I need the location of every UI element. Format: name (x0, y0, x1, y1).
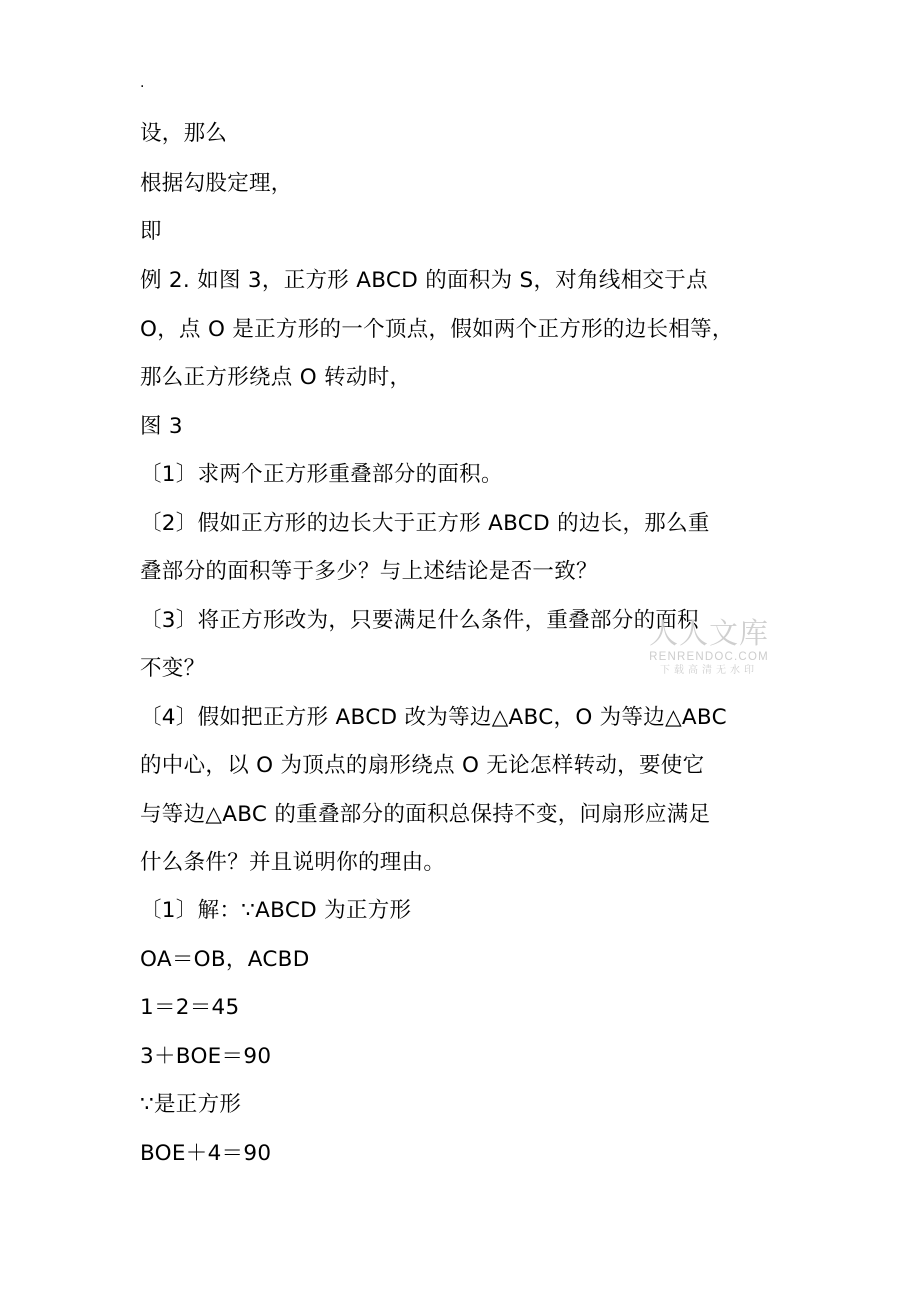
text-line: 与等边△ABC 的重叠部分的面积总保持不变，问扇形应满足 (140, 802, 711, 827)
equation-line: 1＝2＝45 (140, 995, 240, 1020)
equation-line: 3＋BOE＝90 (140, 1044, 272, 1069)
text-line: 设，那么 (140, 121, 228, 146)
text-line: 的中心，以 O 为顶点的扇形绕点 O 无论怎样转动，要使它 (140, 753, 705, 778)
example-heading-line: 例 2. 如图 3，正方形 ABCD 的面积为 S，对角线相交于点 (140, 268, 708, 293)
question-3: 〔3〕将正方形改为，只要满足什么条件，重叠部分的面积 (140, 608, 699, 633)
equation-line: BOE＋4＝90 (140, 1141, 272, 1166)
page-marker: . (140, 75, 145, 91)
question-1: 〔1〕求两个正方形重叠部分的面积。 (140, 462, 503, 487)
equation-line: OA＝OB，ACBD (140, 947, 310, 972)
watermark-domain: RENRENDOC.COM (649, 651, 769, 663)
question-2: 〔2〕假如正方形的边长大于正方形 ABCD 的边长，那么重 (140, 511, 710, 536)
text-line: 叠部分的面积等于多少？与上述结论是否一致？ (140, 559, 598, 584)
watermark-tagline: 下载高清无水印 (660, 665, 758, 676)
text-line: 不变？ (140, 656, 206, 681)
text-line: 根据勾股定理， (140, 171, 293, 196)
solution-line: 〔1〕解：∵ABCD 为正方形 (140, 898, 412, 923)
text-line: O，点 O 是正方形的一个顶点，假如两个正方形的边长相等， (140, 317, 734, 342)
text-line: 什么条件？并且说明你的理由。 (140, 850, 446, 875)
figure-caption: 图 3 (140, 414, 183, 439)
text-line: 即 (140, 219, 162, 244)
question-4: 〔4〕假如把正方形 ABCD 改为等边△ABC，O 为等边△ABC (140, 705, 727, 730)
watermark (646, 616, 772, 686)
text-line: 那么正方形绕点 O 转动时， (140, 365, 412, 390)
text-line: ∵是正方形 (140, 1092, 242, 1117)
watermark-title: 人人文库 (648, 616, 769, 650)
